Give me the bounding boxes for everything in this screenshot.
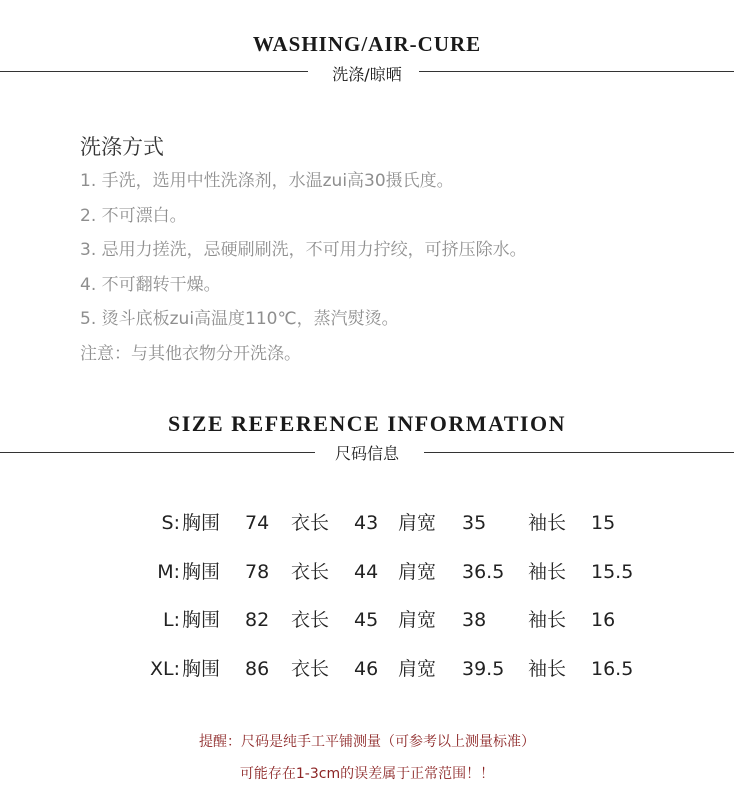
- length-value: 44: [354, 561, 379, 583]
- shoulder-label: 肩宽: [398, 561, 437, 583]
- shoulder-value: 36.5: [462, 561, 505, 583]
- washing-title-cn: 洗涤/晾晒: [332, 65, 402, 84]
- sleeve-label: 袖长: [528, 512, 567, 534]
- length-label: 衣长: [291, 609, 330, 631]
- size-label: L:: [163, 609, 180, 631]
- washing-instruction-item: 2. 不可漂白。: [80, 205, 187, 226]
- washing-instruction-item: 1. 手洗，选用中性洗涤剂，水温zui高30摄氏度。: [80, 171, 454, 191]
- sleeve-value: 15.5: [591, 561, 634, 583]
- shoulder-value: 38: [462, 609, 487, 631]
- washing-instruction-item: 4. 不可翻转干燥。: [80, 274, 221, 295]
- shoulder-label: 肩宽: [398, 609, 437, 631]
- chest-value: 82: [245, 609, 270, 631]
- size-row-xl: [0, 649, 734, 689]
- divider-right: [424, 452, 734, 453]
- size-row-l: [0, 600, 734, 640]
- length-label: 衣长: [291, 561, 330, 583]
- washing-instructions-list: [80, 164, 527, 371]
- length-value: 43: [354, 512, 379, 534]
- chest-label: 胸围: [182, 561, 221, 583]
- washing-title-en: WASHING/AIR-CURE: [252, 32, 482, 56]
- size-title-cn: 尺码信息: [334, 444, 399, 463]
- washing-method-heading: 洗涤方式: [80, 135, 164, 159]
- length-label: 衣长: [291, 658, 330, 680]
- chest-label: 胸围: [182, 512, 221, 534]
- length-label: 衣长: [291, 512, 330, 534]
- measurement-tolerance-note: 可能存在1-3cm的误差属于正常范围！！: [239, 766, 495, 782]
- shoulder-value: 39.5: [462, 658, 505, 680]
- chest-label: 胸围: [182, 658, 221, 680]
- shoulder-label: 肩宽: [398, 658, 437, 680]
- size-row-m: [0, 552, 734, 592]
- size-row-s: [0, 503, 734, 543]
- chest-value: 78: [245, 561, 270, 583]
- washing-instruction-item: 5. 烫斗底板zui高温度110℃，蒸汽熨烫。: [80, 309, 399, 329]
- sleeve-label: 袖长: [528, 561, 567, 583]
- size-label: XL:: [149, 658, 180, 680]
- sleeve-label: 袖长: [528, 609, 567, 631]
- chest-value: 74: [245, 512, 270, 534]
- length-value: 45: [354, 609, 379, 631]
- shoulder-value: 35: [462, 512, 487, 534]
- size-label: M:: [157, 561, 180, 583]
- chest-label: 胸围: [182, 609, 221, 631]
- sleeve-value: 15: [591, 512, 616, 534]
- sleeve-value: 16.5: [591, 658, 634, 680]
- chest-value: 86: [245, 658, 270, 680]
- size-title-en: SIZE REFERENCE INFORMATION: [168, 411, 566, 436]
- sleeve-label: 袖长: [528, 658, 567, 680]
- measurement-reminder: 提醒：尺码是纯手工平铺测量（可参考以上测量标准）: [199, 734, 535, 750]
- shoulder-label: 肩宽: [398, 512, 437, 534]
- divider-right: [419, 71, 734, 72]
- size-label: S:: [161, 512, 180, 534]
- washing-instruction-item: 3. 忌用力搓洗，忌硬刷刷洗，不可用力拧绞，可挤压除水。: [80, 240, 527, 260]
- sleeve-value: 16: [591, 609, 616, 631]
- length-value: 46: [354, 658, 379, 680]
- washing-caution-note: 注意：与其他衣物分开洗涤。: [80, 343, 301, 364]
